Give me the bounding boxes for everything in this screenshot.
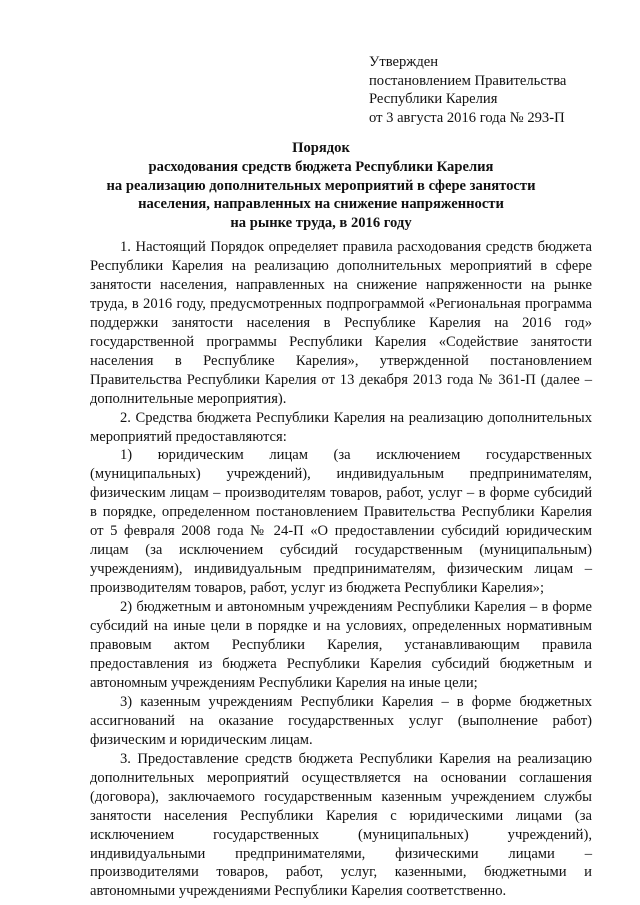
paragraph-2-item-2: 2) бюджетным и автономным учреждениям Республики Карелия – в форме субсидий на иные цели в порядке и на условиях, определенных нормативным правовым актом Республики Карелия, устанавливающим правила предоставления из бюджета Республики Карелия субсидий бюджетным и автономным учреждениям Республики Карелия на иные цели; bbox=[90, 599, 592, 691]
approval-line-resolution: постановлением Правительства bbox=[369, 72, 567, 89]
paragraph-3: 3. Предоставление средств бюджета Республики Карелия на реализацию дополнительных мероприятий осуществляется на основании соглашения (договора), заключаемого государственным казенным учреждением службы занятости населения Республики Карелия с юридическими лицами (за исключением государственных (муниципальных) учреждений), индивидуальными предпринимателями, физическими лицами – производителями товаров, работ, услуг, казенными, бюджетными и автономными учреждениями Республики Карелия соответственно. bbox=[90, 750, 592, 900]
document-body bbox=[90, 238, 592, 901]
approval-stamp bbox=[369, 53, 619, 127]
title-line-2: расходования средств бюджета Республики Карелия bbox=[148, 158, 494, 175]
approval-line-republic: Республики Карелия bbox=[369, 91, 498, 107]
document-title bbox=[90, 139, 552, 233]
paragraph-2: 2. Средства бюджета Республики Карелия на реализацию дополнительных мероприятий предоставляются: bbox=[90, 409, 592, 445]
title-line-3: на реализацию дополнительных мероприятий в сфере занятости bbox=[106, 177, 536, 194]
title-line-5: на рынке труда, в 2016 году bbox=[230, 215, 412, 232]
title-line-1: Порядок bbox=[292, 140, 350, 156]
paragraph-1: 1. Настоящий Порядок определяет правила расходования средств бюджета Республики Карелия на реализацию дополнительных мероприятий в сфере занятости населения, направленных на снижение напряженности на рынке труда, в 2016 году, предусмотренных подпрограммой «Региональная программа поддержки занятости населения в Республике Карелия на 2016 год» государственной программы Республики Карелия «Содействие занятости населения в Республике Карелия», утвержденной постановлением Правительства Республики Карелия от 13 декабря 2013 года № 361-П (далее – дополнительные мероприятия). bbox=[90, 239, 592, 407]
approval-line-date: от 3 августа 2016 года № 293-П bbox=[369, 109, 565, 126]
paragraph-2-item-3: 3) казенным учреждениям Республики Карелия – в форме бюджетных ассигнований на оказание государственных услуг (выполнение работ) физическим и юридическим лицам. bbox=[90, 693, 592, 748]
title-line-4: населения, направленных на снижение напряженности bbox=[138, 196, 504, 213]
approval-line-approved: Утвержден bbox=[369, 54, 439, 70]
paragraph-2-item-1: 1) юридическим лицам (за исключением государственных (муниципальных) учреждений), индивидуальным предпринимателям, физическим лицам – производителям товаров, работ, услуг – в форме субсидий в порядке, определенном постановлением Правительства Республики Карелия от 5 февраля 2008 года № 24-П «О предоставлении субсидий юридическим лицам (за исключением субсидий государственным (муниципальным) учреждениям), индивидуальным предпринимателям, физическим лицам – производителям товаров, работ, услуг из бюджета Республики Карелия»; bbox=[90, 447, 592, 597]
